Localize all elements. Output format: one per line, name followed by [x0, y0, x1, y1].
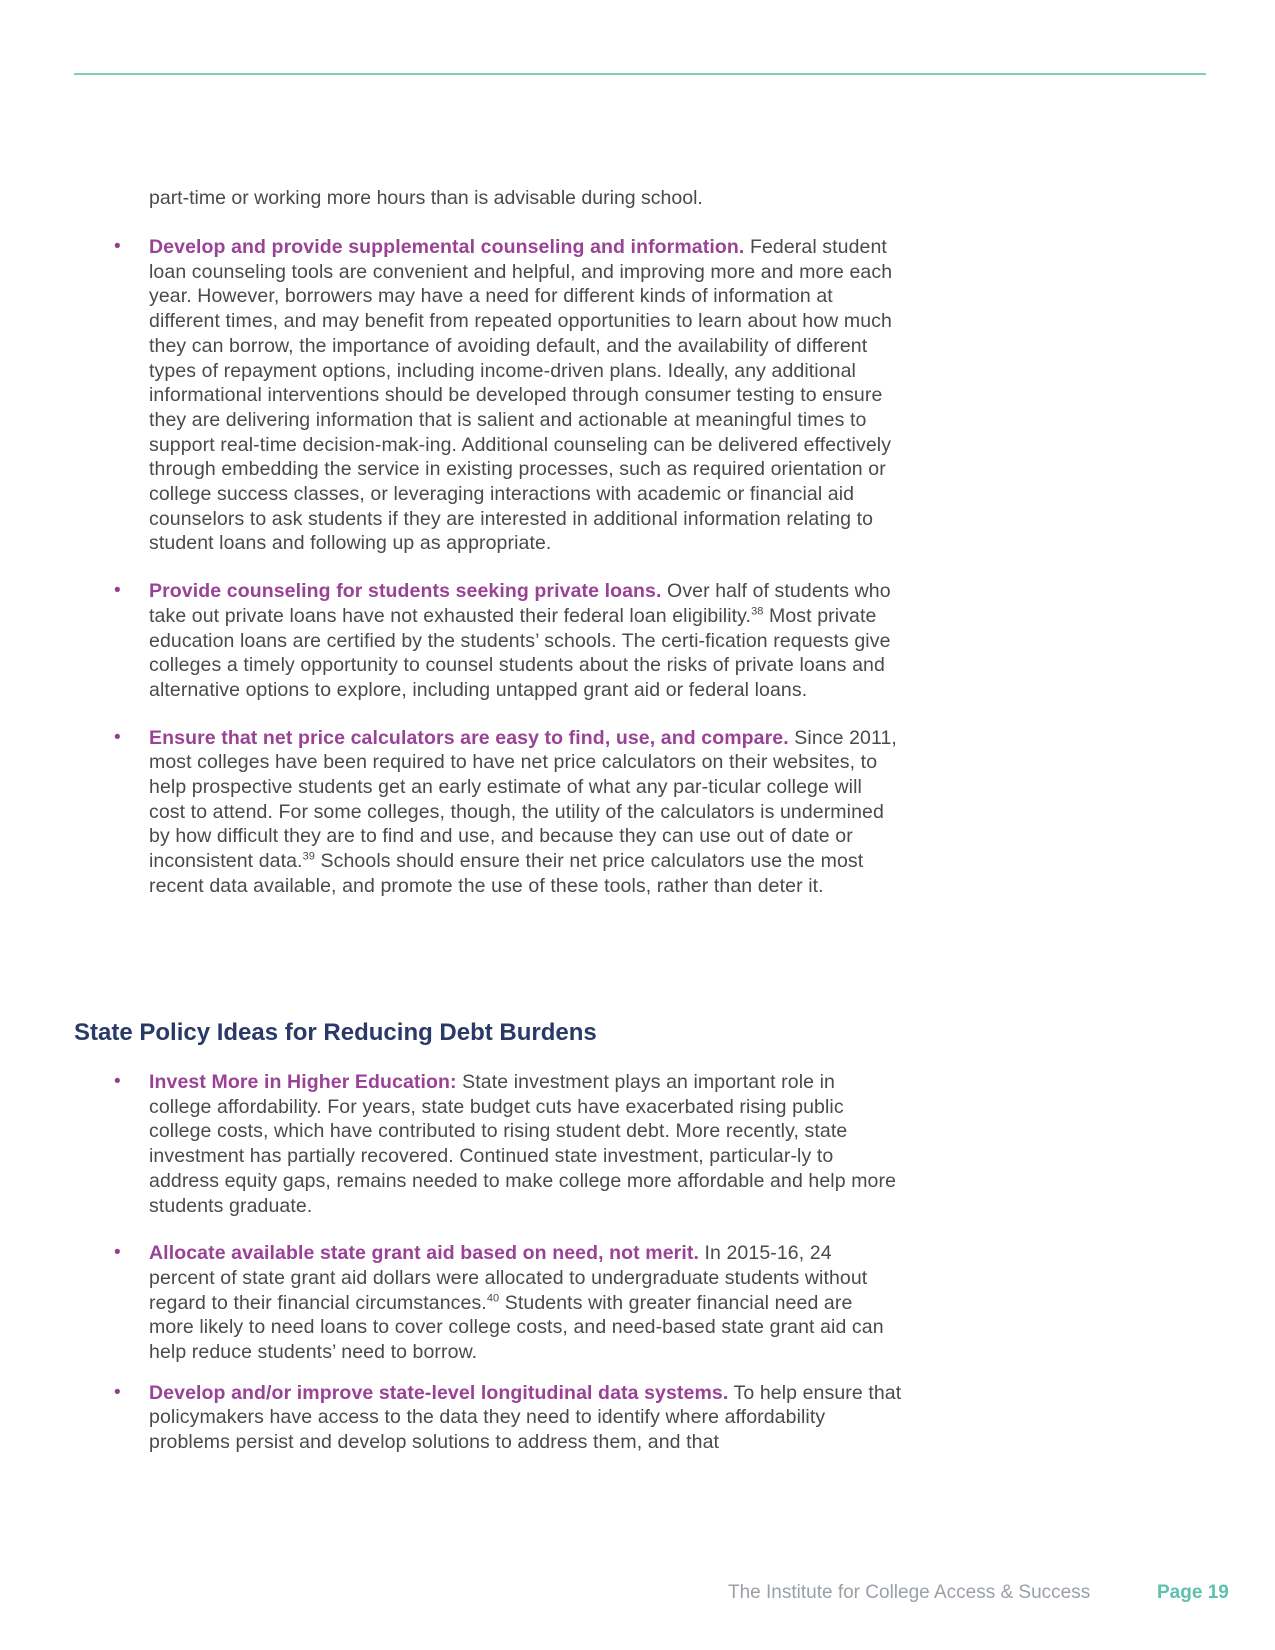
- bullet-text: Schools should ensure their net price calculators use the most recent data available, and promote the use of these tools, rather than deter it.: [149, 850, 864, 897]
- state-bullet-list: [112, 1070, 902, 1455]
- list-item: [112, 1381, 902, 1455]
- page-number: Page 19: [1157, 1582, 1229, 1603]
- bullet-lead: Develop and provide supplemental counseling and information.: [149, 236, 745, 258]
- bullet-lead: Invest More in Higher Education:: [149, 1071, 457, 1093]
- footnote-ref: 38: [751, 605, 764, 618]
- list-item: [112, 1241, 902, 1365]
- bullet-text: In 2015-16, 24 percent of state grant aid dollars were allocated to undergraduate students without regard to their financial circumstances.: [149, 1242, 868, 1314]
- bullet-text: Federal student loan counseling tools are convenient and helpful, and improving more and more each year. However, borrowers may have a need for different kinds of information at different times, and may benefit from repeated opportunities to learn about how much they can borrow, the importance of avoiding default, and the availability of different types of repayment options, including income-driven plans. Ideally, any additional informational interventions should be developed through consumer testing to ensure they are delivering information that is salient and actionable at meaningful times to support real-time decision-mak-ing. Additional counseling can be delivered effectively through embedding the service in existing processes, such as required orientation or college success classes, or leveraging interactions with academic or financial aid counselors to ask students if they are interested in additional information relating to student loans and following up as appropriate.: [149, 236, 893, 555]
- bullet-icon: •: [114, 580, 121, 602]
- bullet-icon: •: [114, 1071, 121, 1092]
- list-item: [112, 726, 902, 899]
- bullet-text: Since 2011, most colleges have been required to have net price calculators on their websites, to help prospective students get an early estimate of what any par-ticular college will cost to attend. For some colleges, though, the utility of the calculators is undermined by how difficult they are to find and use, and because they can use out of date or inconsistent data.: [149, 726, 897, 873]
- bullet-text: To help ensure that policymakers have access to the data they need to identify where affordability problems persist and develop solutions to address them, and that: [149, 1381, 902, 1454]
- bullet-icon: •: [114, 236, 121, 257]
- bullet-icon: •: [114, 1242, 121, 1264]
- section-heading: State Policy Ideas for Reducing Debt Burdens: [74, 1019, 597, 1046]
- bullet-lead: Allocate available state grant aid based on need, not merit.: [149, 1242, 699, 1265]
- footnote-ref: 40: [486, 1292, 500, 1305]
- list-item: [112, 235, 902, 556]
- list-item: [112, 1070, 902, 1218]
- footer-organization: The Institute for College Access & Success: [728, 1582, 1091, 1603]
- bullet-text: Over half of students who take out private loans have not exhausted their federal loan eligibility.: [149, 580, 891, 627]
- bullet-lead: Ensure that net price calculators are easy to find, use, and compare.: [149, 726, 789, 749]
- bullet-text: State investment plays an important role in college affordability. For years, state budget cuts have exacerbated rising public college costs, which have contributed to rising student debt. More recently, state investment has partially recovered. Continued state investment, particular-ly to address equity gaps, remains needed to make college more affordable and help more students graduate.: [149, 1071, 897, 1217]
- bullet-icon: •: [114, 726, 121, 748]
- bullet-text: Students with greater financial need are more likely to need loans to cover college costs, and need-based state grant aid can help reduce students’ need to borrow.: [149, 1291, 884, 1364]
- bullet-icon: •: [114, 1381, 121, 1403]
- header-rule: [74, 73, 1206, 75]
- bullet-lead: Develop and/or improve state-level longitudinal data systems.: [149, 1381, 729, 1404]
- federal-bullet-list: [112, 235, 902, 899]
- bullet-lead: Provide counseling for students seeking private loans.: [149, 580, 662, 603]
- list-item: [112, 579, 902, 703]
- continued-paragraph: part-time or working more hours than is advisable during school.: [149, 187, 703, 209]
- bullet-text: Most private education loans are certified by the students’ schools. The certi-fication requests give colleges a timely opportunity to counsel students about the risks of private loans and alternative options to explore, including untapped grant aid or federal loans.: [149, 604, 891, 701]
- footnote-ref: 39: [302, 850, 316, 863]
